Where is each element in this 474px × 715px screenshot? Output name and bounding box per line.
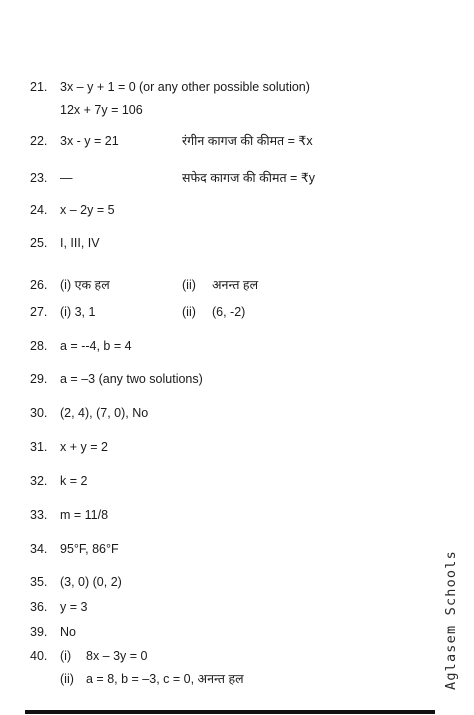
answer-text: अनन्त हल: [212, 278, 259, 292]
answer-number: 33.: [30, 508, 48, 522]
answer-number: 23.: [30, 171, 48, 185]
answer-number: 27.: [30, 305, 48, 319]
answer-text: 3x - y = 21: [60, 134, 119, 148]
answer-text: a = –3 (any two solutions): [60, 372, 203, 386]
answer-text: k = 2: [60, 474, 88, 488]
answer-note: (or any other possible solution): [139, 80, 310, 94]
sub-marker: (ii): [182, 305, 196, 319]
answer-text: 95°F, 86°F: [60, 542, 119, 556]
answer-note: सफेद कागज की कीमत = ₹y: [182, 171, 316, 185]
answer-text: No: [60, 625, 76, 639]
answer-number: 36.: [30, 600, 48, 614]
answer-number: 29.: [30, 372, 48, 386]
answer-text: (i) एक हल: [60, 278, 110, 292]
answer-number: 31.: [30, 440, 48, 454]
answer-number: 26.: [30, 278, 48, 292]
watermark-text: Aglasem Schools: [443, 550, 459, 690]
answer-text: I, III, IV: [60, 236, 100, 250]
answer-number: 30.: [30, 406, 48, 420]
answer-text: y = 3: [60, 600, 88, 614]
answer-text: m = 11/8: [60, 508, 109, 522]
sub-marker: (ii): [60, 672, 74, 686]
answer-number: 22.: [30, 134, 48, 148]
answer-text: 8x – 3y = 0: [86, 649, 148, 663]
sub-marker: (ii): [182, 278, 196, 292]
answer-text: a = 8, b = –3, c = 0, अनन्त हल: [86, 672, 244, 686]
answer-number: 34.: [30, 542, 48, 556]
answer-text: a = --4, b = 4: [60, 339, 132, 353]
answer-number: 40.: [30, 649, 48, 663]
answer-number: 35.: [30, 575, 48, 589]
answer-text: 12x + 7y = 106: [60, 103, 143, 117]
answer-text: —: [60, 171, 73, 185]
bottom-divider: [25, 710, 435, 714]
answer-note: रंगीन कागज की कीमत = ₹x: [182, 134, 313, 148]
answer-text: (i) 3, 1: [60, 305, 96, 319]
answer-text: (2, 4), (7, 0), No: [60, 406, 149, 420]
sub-marker: (i): [60, 649, 72, 663]
answer-number: 39.: [30, 625, 48, 639]
answer-text: 3x – y + 1 = 0: [60, 80, 136, 94]
answer-text: x – 2y = 5: [60, 203, 115, 217]
answer-number: 21.: [30, 80, 48, 94]
answer-number: 28.: [30, 339, 48, 353]
answer-text: (6, -2): [212, 305, 246, 319]
answer-number: 24.: [30, 203, 48, 217]
answer-text: x + y = 2: [60, 440, 108, 454]
answer-number: 25.: [30, 236, 48, 250]
answer-number: 32.: [30, 474, 48, 488]
answer-text: (3, 0) (0, 2): [60, 575, 122, 589]
